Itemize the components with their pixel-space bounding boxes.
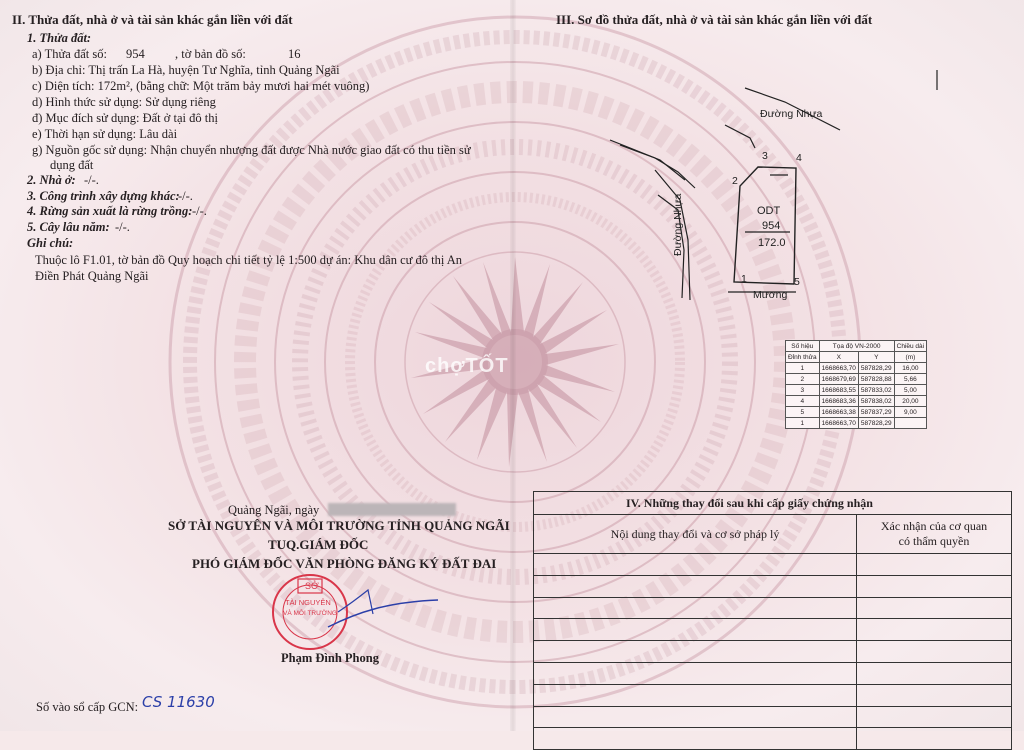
table-row: [786, 385, 927, 396]
vertex-3: 3: [762, 150, 768, 162]
row-id: 1: [786, 418, 820, 429]
parcel-plan: [600, 60, 980, 320]
signer-title: PHÓ GIÁM ĐỐC VĂN PHÒNG ĐĂNG KÝ ĐẤT ĐAI: [192, 556, 497, 571]
land-type-label: ODT: [757, 205, 781, 217]
table-row: [534, 575, 1012, 597]
table-row: [534, 619, 1012, 641]
note-line2: Điền Phát Quảng Ngãi: [35, 269, 149, 283]
construction-heading: 3. Công trình xây dựng khác:: [27, 189, 180, 203]
parcel-heading: 1. Thửa đất:: [27, 31, 92, 45]
note-heading: Ghi chú:: [27, 236, 74, 250]
construction-value: -/-.: [178, 189, 193, 203]
row-x: 1668679,69: [819, 374, 858, 385]
coords-header-y: Y: [858, 352, 894, 363]
row-id: 1: [786, 363, 820, 374]
usage-origin-line: g) Nguồn gốc sử dụng: Nhận chuyển nhượng đất được Nhà nước giao đất có thu tiền sử: [32, 143, 471, 157]
coords-header-id: Số hiệu: [786, 341, 820, 352]
row-length: 5,00: [894, 385, 926, 396]
table-row: [534, 684, 1012, 706]
row-x: 1668663,70: [819, 363, 858, 374]
parcel-number: 954: [126, 47, 145, 61]
perennial-heading: 5. Cây lâu năm:: [27, 220, 110, 234]
row-length: 20,00: [894, 396, 926, 407]
row-length: 16,00: [894, 363, 926, 374]
watermark-logo: chợTỐT: [425, 355, 509, 377]
forest-heading: 4. Rừng sản xuất là rừng trồng:: [27, 204, 193, 218]
note-line1: Thuộc lô F1.01, tờ bản đồ Quy hoạch chi tiết tỷ lệ 1:500 dự án: Khu dân cư đô thị An: [35, 253, 463, 267]
vertex-4: 4: [796, 152, 802, 164]
place-date: Quảng Ngãi, ngày: [228, 503, 320, 517]
vertex-1: 1: [741, 273, 747, 285]
forest-value: -/-.: [192, 204, 207, 218]
row-x: 1668683,36: [819, 396, 858, 407]
table-row: [786, 374, 927, 385]
row-x: 1668683,55: [819, 385, 858, 396]
table-row: [534, 728, 1012, 750]
register-number: CS 11630: [142, 693, 215, 711]
parcel-number-label: a) Thửa đất số:: [32, 47, 107, 61]
house-heading: 2. Nhà ở:: [27, 173, 76, 187]
table-row: [786, 396, 927, 407]
coordinates-table: [785, 340, 927, 429]
redacted-date: [328, 503, 456, 516]
row-id: 3: [786, 385, 820, 396]
register-label: Số vào sổ cấp GCN:: [36, 700, 139, 714]
table-row: [786, 418, 927, 429]
coords-header-x: X: [819, 352, 858, 363]
usage-form-line: d) Hình thức sử dụng: Sử dụng riêng: [32, 95, 216, 109]
road-top-label: Đường Nhựa: [760, 108, 823, 120]
coords-header-length: Chiều dài: [894, 341, 926, 352]
issuing-org: SỞ TÀI NGUYÊN VÀ MÔI TRƯỜNG TỈNH QUẢNG NGÃI: [168, 518, 510, 533]
page-fold: [510, 0, 516, 731]
changes-col-content: Nội dung thay đổi và cơ sở pháp lý: [534, 515, 857, 554]
plan-parcel-number: 954: [762, 220, 781, 232]
confirm-line1: Xác nhận của cơ quan: [880, 519, 988, 533]
table-row: [534, 554, 1012, 576]
row-y: 587838,02: [858, 396, 894, 407]
table-row: [534, 641, 1012, 663]
row-y: 587833,02: [858, 385, 894, 396]
stamp-line2: VÀ MÔI TRƯỜNG: [283, 610, 337, 617]
area-line: c) Diện tích: 172m², (bằng chữ: Một trăm bảy mươi hai mét vuông): [32, 79, 370, 93]
row-y: 587828,29: [858, 363, 894, 374]
row-length: 5,66: [894, 374, 926, 385]
coords-header-vertex: Đỉnh thửa: [786, 352, 820, 363]
changes-col-confirm: [857, 515, 1012, 554]
row-length: 9,00: [894, 407, 926, 418]
usage-purpose-line: đ) Mục đích sử dụng: Đất ở tại đô thị: [32, 111, 218, 125]
confirm-line2: có thẩm quyền: [898, 534, 970, 548]
plan-area: 172.0: [758, 237, 786, 249]
signer-name: Phạm Đình Phong: [281, 651, 379, 665]
map-sheet-label: , tờ bản đồ số:: [175, 47, 246, 61]
map-sheet-number: 16: [288, 47, 301, 61]
perennial-value: -/-.: [115, 220, 130, 234]
usage-term-line: e) Thời hạn sử dụng: Lâu dài: [32, 127, 178, 141]
row-id: 4: [786, 396, 820, 407]
table-row: [534, 706, 1012, 728]
authorized-by: TUQ.GIÁM ĐỐC: [268, 537, 369, 552]
row-x: 1668663,70: [819, 418, 858, 429]
section4-title: IV. Những thay đổi sau khi cấp giấy chứng nhận: [534, 492, 1012, 515]
row-y: 587828,88: [858, 374, 894, 385]
table-row: [786, 363, 927, 374]
row-length-empty: [894, 418, 926, 429]
section3-title: III. Sơ đồ thửa đất, nhà ở và tài sản khác gắn liền với đất: [556, 12, 873, 27]
stamp-center: SỞ: [305, 581, 319, 591]
table-row: [534, 662, 1012, 684]
row-id: 5: [786, 407, 820, 418]
coords-header-unit: (m): [894, 352, 926, 363]
row-x: 1668663,38: [819, 407, 858, 418]
house-value: -/-.: [84, 173, 99, 187]
address-line: b) Địa chỉ: Thị trấn La Hà, huyện Tư Nghĩa, tỉnh Quảng Ngãi: [32, 63, 340, 77]
canal-label: Mương: [753, 289, 788, 301]
stamp-line1: TÀI NGUYÊN: [285, 598, 331, 607]
row-y: 587828,29: [858, 418, 894, 429]
row-id: 2: [786, 374, 820, 385]
changes-table: [533, 491, 1012, 750]
section2-title: II. Thửa đất, nhà ở và tài sản khác gắn liền với đất: [12, 12, 293, 27]
vertex-2: 2: [732, 175, 738, 187]
road-left-label: Đường Nhựa: [672, 193, 684, 256]
table-row: [786, 407, 927, 418]
coords-header-vn2000: Tọa độ VN-2000: [819, 341, 894, 352]
vertex-5: 5: [794, 276, 800, 288]
table-row: [534, 597, 1012, 619]
row-y: 587837,29: [858, 407, 894, 418]
usage-origin-line2: dụng đất: [50, 158, 94, 172]
